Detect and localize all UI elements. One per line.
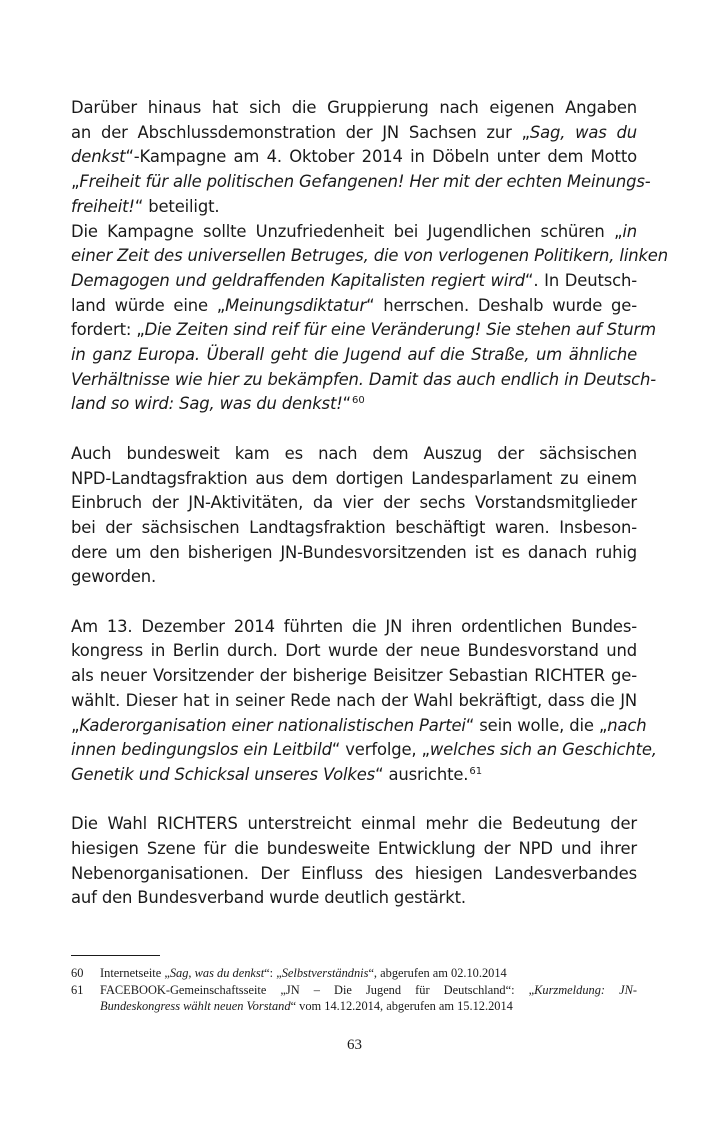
text-line	[71, 664, 637, 689]
italic-quote: Die Zeiten sind reif für eine Veränderung! Sie stehen auf Sturm	[144, 320, 656, 340]
footnote-line	[100, 998, 637, 1015]
italic-quote: Freiheit für alle politischen Gefangenen! Her mit der echten Meinungs-	[79, 172, 651, 192]
italic-quote: nach	[607, 715, 647, 735]
text-run: wählt. Dieser hat in seiner Rede nach der Wahl bekräftigt, dass die JN	[71, 690, 637, 710]
text-run: Die Wahl RICHTERS unterstreicht einmal mehr die Bedeutung der	[71, 814, 637, 834]
text-run: Darüber hinaus hat sich die Gruppierung nach eigenen Angaben	[71, 98, 637, 117]
text-line	[71, 565, 637, 590]
text-run: Nebenorganisationen. Der Einfluss des hiesigen Landesverbandes	[71, 863, 637, 883]
text-run: “ beteiligt.	[134, 196, 220, 216]
text-line	[71, 886, 637, 911]
text-line	[71, 170, 651, 195]
italic-quote: Sag, was du	[529, 122, 637, 142]
italic-quote: freiheit!	[71, 196, 135, 216]
italic-quote: Kurzmeldung: JN-	[534, 982, 637, 997]
text-line	[71, 837, 637, 862]
italic-quote: einer Zeit des universellen Betruges, die von verlogenen Politikern, linken	[71, 246, 668, 266]
italic-quote: Bundeskongress wählt neuen Vorstand	[100, 999, 291, 1013]
text-line	[71, 639, 637, 664]
text-line	[71, 491, 637, 516]
text-line	[71, 442, 637, 467]
text-line	[71, 714, 647, 739]
text-run: “	[342, 394, 351, 414]
italic-quote: Sag, was du denkst	[169, 966, 265, 980]
text-line	[71, 121, 637, 146]
text-line	[71, 862, 637, 887]
text-run: land würde eine „	[71, 295, 226, 315]
italic-quote: in ganz Europa. Überall geht die Jugend auf die Straße, um ähnliche	[71, 345, 637, 365]
footnote	[71, 965, 637, 982]
italic-quote: in	[622, 221, 637, 241]
text-run: bei der sächsischen Landtagsfraktion beschäftigt waren. Insbeson-	[71, 517, 637, 537]
paragraph	[71, 96, 668, 417]
text-run: “ verfolge, „	[331, 740, 430, 760]
paragraph	[71, 615, 657, 788]
italic-quote: Demagogen und geldraffenden Kapitalisten regiert wird	[71, 270, 526, 290]
text-run: “. In Deutsch-	[525, 270, 637, 290]
footnote-number: 61	[71, 982, 84, 997]
text-line	[71, 467, 637, 492]
italic-quote: land so wird: Sag, was du denkst!	[71, 394, 343, 414]
text-run: als neuer Vorsitzender der bisherige Beisitzer Sebastian RICHTER ge-	[71, 666, 637, 686]
text-line	[71, 195, 637, 220]
footnote-separator	[71, 955, 160, 956]
text-line	[71, 689, 637, 714]
italic-quote: innen bedingungslos ein Leitbild	[71, 740, 332, 760]
italic-quote: denkst	[71, 147, 126, 167]
footnote-line	[100, 982, 637, 999]
text-line	[71, 343, 637, 368]
text-line	[71, 541, 637, 566]
footnote-line	[100, 965, 637, 982]
text-line	[71, 318, 656, 343]
footnote	[71, 982, 637, 1015]
text-line	[71, 220, 637, 245]
text-run: kongress in Berlin durch. Dort wurde der neue Bundesvorstand und	[71, 641, 637, 661]
text-run: “ ausrichte.	[375, 764, 469, 784]
text-run: “ sein wolle, die „	[465, 715, 608, 735]
text-run: FACEBOOK-Gemeinschaftsseite „JN – Die Jugend für Deutschland“: „	[100, 982, 535, 997]
text-run: dere um den bisherigen JN-Bundesvorsitzenden ist es danach ruhig	[71, 542, 637, 562]
italic-quote: Meinungsdiktatur	[225, 295, 367, 315]
text-run: “ vom 14.12.2014, abgerufen am 15.12.2014	[290, 999, 513, 1013]
italic-quote: welches sich an Geschichte,	[429, 740, 657, 760]
footnote-marker: 60	[352, 395, 365, 407]
text-run: an der Abschlussdemonstration der JN Sachsen zur „	[71, 122, 530, 142]
text-run: Am 13. Dezember 2014 führten die JN ihren ordentlichen Bundes-	[71, 616, 637, 636]
italic-quote: Kaderorganisation einer nationalistischen Partei	[79, 715, 466, 735]
text-run: „	[71, 715, 80, 735]
footnote-number: 60	[71, 966, 84, 980]
text-line	[71, 269, 637, 294]
text-line	[71, 145, 637, 170]
text-line	[71, 763, 637, 788]
text-line	[71, 368, 656, 393]
text-run: fordert: „	[71, 320, 145, 340]
text-run: NPD-Landtagsfraktion aus dem dortigen Landesparlament zu einem	[71, 468, 637, 488]
page-number: 63	[347, 1037, 362, 1053]
footnote-text	[100, 982, 637, 1015]
paragraph	[71, 442, 637, 590]
text-run: Auch bundesweit kam es nach dem Auszug der sächsischen	[71, 443, 637, 463]
text-run: hiesigen Szene für die bundesweite Entwicklung der NPD und ihrer	[71, 839, 637, 859]
text-run: “-Kampagne am 4. Oktober 2014 in Döbeln unter dem Motto	[125, 147, 637, 167]
body-text	[71, 96, 668, 911]
italic-quote: Genetik und Schicksal unseres Volkes	[71, 764, 376, 784]
paragraph	[71, 812, 637, 911]
footnote-marker: 61	[469, 765, 483, 777]
footnote-text	[100, 965, 637, 982]
text-run: Internetseite „	[100, 966, 170, 980]
text-run: “: „	[264, 966, 282, 980]
text-run: “, abgerufen am 02.10.2014	[368, 966, 507, 980]
text-line	[71, 738, 657, 763]
text-run: “ herrschen. Deshalb wurde ge-	[366, 295, 637, 315]
text-line	[71, 294, 637, 319]
text-run: Einbruch der JN-Aktivitäten, da vier der sechs Vorstandsmitglieder	[71, 493, 637, 513]
text-line	[71, 96, 637, 121]
text-line	[71, 516, 637, 541]
italic-quote: Selbstverständnis	[281, 966, 369, 980]
text-run: geworden.	[71, 567, 157, 587]
footnotes	[71, 965, 637, 1015]
text-line	[71, 392, 637, 417]
text-run: „	[71, 172, 80, 192]
text-line	[71, 615, 637, 640]
text-run: Die Kampagne sollte Unzufriedenheit bei Jugendlichen schüren „	[71, 221, 623, 241]
text-run: auf den Bundesverband wurde deutlich gestärkt.	[71, 888, 466, 908]
text-line	[71, 244, 668, 269]
italic-quote: Verhältnisse wie hier zu bekämpfen. Damit das auch endlich in Deutsch-	[71, 369, 656, 389]
text-line	[71, 812, 637, 837]
